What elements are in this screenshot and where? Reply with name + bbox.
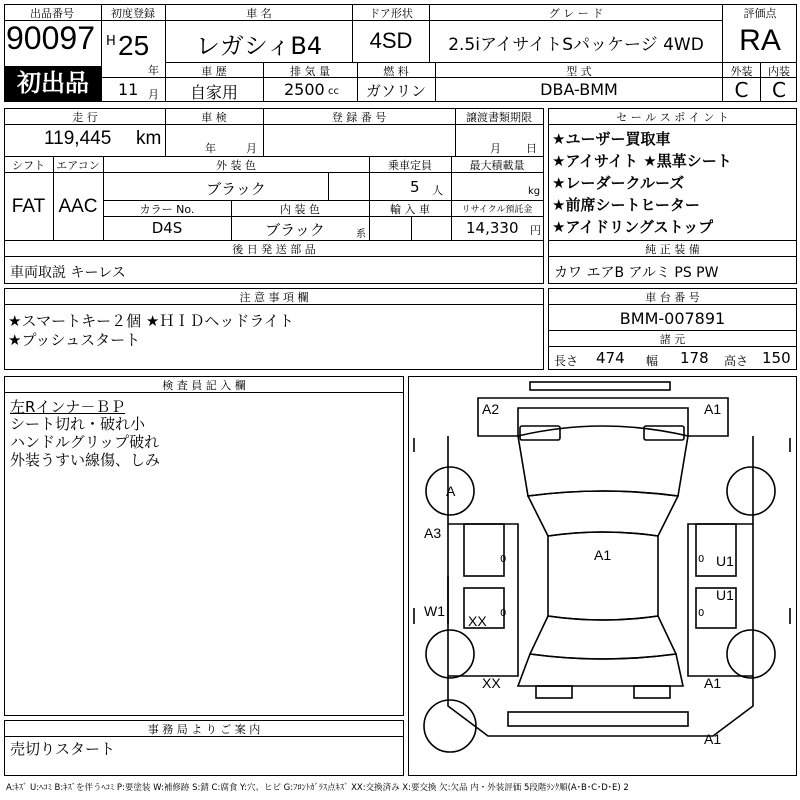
diag-a1-bottom: A1 (704, 731, 722, 747)
office-note: 売切りスタート (10, 740, 116, 758)
inspector-label: 検 査 員 記 入 欄 (162, 379, 246, 392)
capacity-unit: 人 (432, 184, 443, 197)
equipment: カワ エアB アルミ PS PW (554, 265, 719, 281)
int-color-label: 内 装 色 (280, 203, 320, 216)
equipment-label: 純 正 装 備 (645, 243, 700, 256)
width-label: 幅 (646, 354, 659, 368)
height-label: 高さ (724, 354, 749, 368)
first-listing-badge: 初出品 (5, 66, 101, 101)
recycle-unit: 円 (530, 224, 541, 237)
sales-point-5: ★アイドリングストップ (552, 218, 714, 236)
diag-xx-b: XX (482, 675, 501, 691)
inspector-line-1: 左Rインナ－ＢＰ (10, 398, 126, 416)
fuel-label: 燃 料 (383, 65, 409, 78)
recycle-label: リサイクル預託金 (461, 205, 533, 215)
reg-year: 25 (118, 30, 150, 61)
interior-label: 内装 (768, 65, 790, 78)
score-label: 評価点 (743, 7, 777, 20)
capacity: 5 (410, 178, 420, 196)
displacement-unit: cc (328, 86, 339, 97)
load-label: 最大積載量 (469, 159, 525, 172)
car-name: レガシィB4 (195, 32, 323, 60)
color-no: D4S (151, 219, 183, 237)
recycle-amount: 14,330 (466, 219, 519, 237)
sales-points-label: セ ー ル ス ポ イ ン ト (616, 111, 729, 124)
grade-label: グ レ ー ド (548, 7, 604, 20)
sales-point-4: ★前席シートヒーター (552, 196, 700, 214)
door-label: ドア形状 (369, 7, 413, 20)
chassis-number: BMM-007891 (619, 309, 726, 328)
diag-zero-2: 0 (698, 554, 705, 565)
first-reg-label: 初度登録 (111, 7, 155, 20)
notes-label: 注 意 事 項 欄 (239, 291, 309, 304)
lot-number: 90097 (6, 20, 95, 56)
model-label: 型 式 (566, 65, 592, 78)
transfer-month-unit: 月 (490, 142, 501, 155)
reg-number-label: 登 録 番 号 (331, 111, 387, 124)
inspector-line-2: シート切れ・破れ小 (10, 415, 146, 433)
inspection-year-unit: 年 (205, 142, 216, 155)
diag-u1-b: U1 (716, 587, 734, 603)
model: DBA-BMM (540, 80, 618, 99)
interior-grade: C (772, 78, 786, 102)
diag-zero-3: 0 (500, 608, 507, 619)
diag-zero-1: 0 (500, 554, 507, 565)
reg-month-unit: 月 (148, 88, 159, 101)
inspection-month-unit: 月 (246, 142, 257, 155)
capacity-label: 乗車定員 (388, 159, 432, 172)
inspector-line-4: 外装うすい線傷、しみ (10, 451, 161, 469)
mileage: 119,445 (44, 128, 112, 149)
load-unit: kg (528, 186, 541, 197)
diag-u1-a: U1 (716, 553, 734, 569)
later-parts-label: 後 日 発 送 部 品 (232, 243, 316, 256)
sales-point-1: ★ユーザー買取車 (552, 130, 671, 148)
diag-w1: W1 (424, 603, 445, 619)
diag-a1-mid: A1 (594, 547, 612, 563)
height: 150 (762, 349, 791, 367)
reg-month: 11 (118, 80, 139, 99)
fuel: ガソリン (365, 82, 426, 100)
dims-label: 諸 元 (659, 333, 686, 346)
lot-label: 出品番号 (30, 7, 74, 20)
reg-year-unit: 年 (148, 64, 159, 77)
shift: FAT (11, 196, 46, 217)
diag-zero-4: 0 (698, 608, 705, 619)
exterior-color: ブラック (206, 180, 266, 198)
diag-a1-top: A1 (704, 401, 722, 417)
exterior-grade: C (734, 78, 749, 102)
sales-point-2: ★アイサイト ★黒革シート (552, 152, 732, 170)
inspection-label: 車 検 (201, 111, 227, 124)
displacement-label: 排 気 量 (290, 65, 330, 78)
import-label: 輸 入 車 (390, 203, 430, 216)
grade: 2.5iアイサイトSパッケージ 4WD (448, 35, 704, 55)
notes-line-1: ★スマートキー２個 ★ＨＩＤヘッドライト (8, 312, 294, 330)
length: 474 (596, 349, 625, 367)
car-diagram (408, 376, 797, 776)
diag-a1-br: A1 (704, 675, 722, 691)
history-label: 車 歴 (201, 65, 227, 78)
sales-point-3: ★レーダークルーズ (552, 174, 685, 192)
door-type: 4SD (369, 28, 413, 53)
exterior-label: 外装 (730, 65, 753, 78)
ac: AAC (58, 196, 98, 217)
legend: A:ｷｽﾞ U:ﾍｺﾐ B:ｷｽﾞを伴うﾍｺﾐ P:要塗装 W:補修跡 S:錆 C:腐食 Y:穴、ヒビ G:ﾌﾛﾝﾄｶﾞﾗｽ点ｷｽﾞ XX:交換済み X:要交換 欠:欠品 内・外装評価 5段階ﾗﾝｸ順(A･B･C･D･E) 2 (6, 783, 629, 793)
int-color: ブラック (265, 221, 325, 239)
chassis-label: 車 台 番 号 (645, 291, 700, 304)
car-name-label: 車 名 (246, 7, 272, 20)
color-no-label: カラー No. (139, 203, 195, 216)
color-label: 外 装 色 (216, 159, 256, 172)
transfer-day-unit: 日 (526, 142, 537, 155)
notes-line-2: ★プッシュスタート (8, 331, 141, 349)
width: 178 (680, 349, 709, 367)
transfer-label: 譲渡書類期限 (466, 111, 532, 124)
shift-label: シフト (12, 159, 45, 172)
era-letter: H (106, 34, 116, 49)
mileage-label: 走 行 (72, 111, 98, 124)
length-label: 長さ (554, 354, 579, 368)
int-color-suffix: 系 (356, 229, 366, 240)
office-label: 事 務 局 よ り ご 案 内 (147, 723, 261, 736)
diag-a3: A3 (424, 525, 442, 541)
score: RA (739, 24, 781, 57)
diag-a2: A2 (482, 401, 500, 417)
ac-label: エアコン (56, 159, 100, 172)
later-parts: 車両取説 キーレス (10, 265, 126, 281)
diag-xx-a: XX (468, 613, 487, 629)
displacement: 2500 (284, 80, 325, 99)
mileage-unit: km (136, 128, 162, 149)
inspector-line-3: ハンドルグリップ破れ (10, 433, 160, 451)
history: 自家用 (189, 83, 238, 102)
diag-a-wheel: A (446, 483, 456, 499)
